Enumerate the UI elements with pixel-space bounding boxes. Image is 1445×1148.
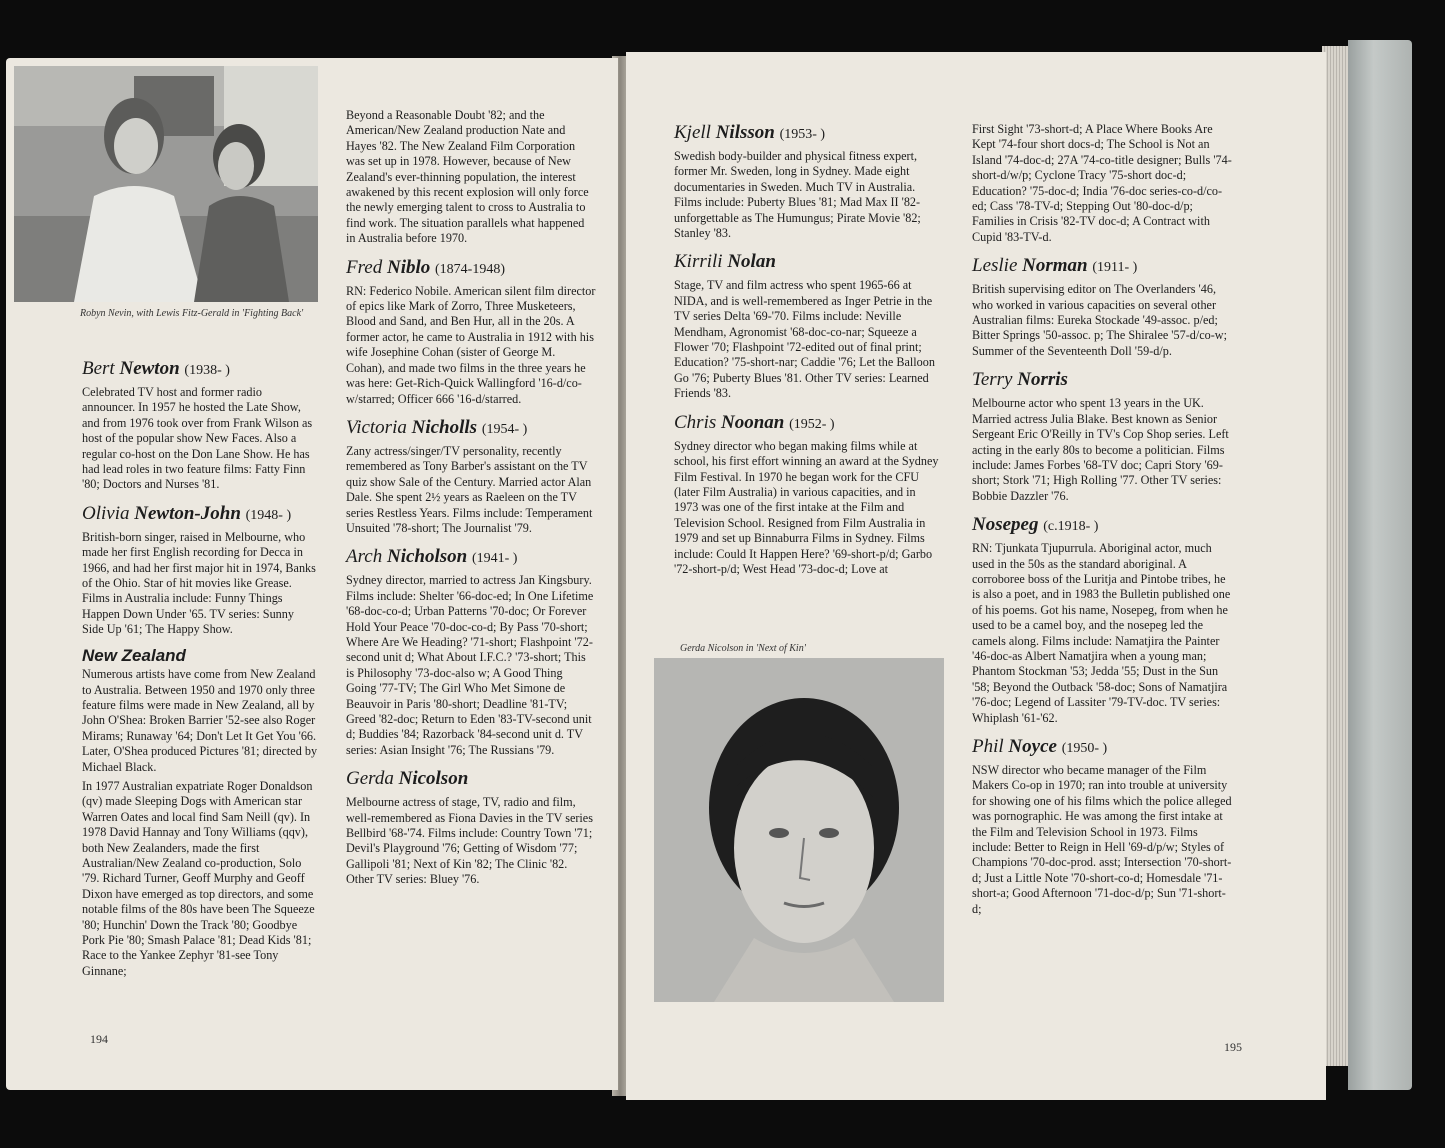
entry-text: Sydney director, married to actress Jan Kingsbury. Films include: Shelter '66-doc-ed; In One Lifetime '68-doc-co-d; Urban Patterns '70-doc; Or Forever Hold Your Peace '70-doc-co-d; By Pass '70-short; Where Are We Heading? '71-short; Flashpoint '72-second unit d; What About I.F.C.? '73-short; This is Philosophy '73-doc-also w; A Good Thing Going '77-TV; The Girl Who Met Simone de Beauvoir in Paris '80-short; Deadline '81-TV; Greed '82-doc; Return to Eden '83-TV-second unit d; Buddies '84; Razorback '84-second unit d. TV series: Asian Insight '76; The Russians '79. <box>346 573 594 757</box>
entry-olivia-newton-john <box>82 503 318 638</box>
surname: Nicholls <box>411 416 478 438</box>
dates: (1938- ) <box>184 363 230 378</box>
dates: (1874-1948) <box>435 261 506 277</box>
surname: Nicholson <box>386 546 468 568</box>
photo-caption: Gerda Nicolson in 'Next of Kin' <box>680 643 806 654</box>
given-name: Bert <box>82 358 115 379</box>
entry-heading <box>972 255 1232 279</box>
entry-phil-noyce <box>972 736 1232 917</box>
left-column-2 <box>346 108 596 892</box>
surname: Noyce <box>1008 736 1057 757</box>
entry-fred-niblo <box>346 257 596 407</box>
right-column-2 <box>972 122 1232 921</box>
given-name: Phil <box>972 736 1004 757</box>
entry-text: British-born singer, raised in Melbourne, who made her first English recording for Decca in 1966, and had her first major hit in 1974, Banks of the Ohio. Star of hit movies like Grease. Films in Australia include: Funny Things Happen Down Under '65. TV series: Sunny Side Up '61; The Happy Show. <box>82 529 316 637</box>
entry-text: Zany actress/singer/TV personality, recently remembered as Tony Barber's assistant on the TV quiz show Sale of the Century. Married actor Alan Dale. She spent 2½ years as Raeleen on the TV series Restless Years. Films include: Temperament Unsuited '78-short; The Journalist '79. <box>346 443 593 535</box>
given-name: Olivia <box>82 502 130 524</box>
surname: Nosepeg <box>972 514 1039 536</box>
given-name: Kjell <box>674 122 711 143</box>
given-name: Chris <box>674 411 717 433</box>
book-cover-edge <box>1348 40 1412 1090</box>
dates: (1948- ) <box>245 507 292 523</box>
entry-text: Swedish body-builder and physical fitness expert, former Mr. Sweden, long in Sydney. Made eight documentaries in Sweden. Much TV in Australia. Films include: Puberty Blues '81; Mad Max II '82-unforgettable as The Humungus; Pirate Movie '82; Stanley '83. <box>674 149 921 241</box>
surname: Nolan <box>727 251 776 273</box>
entry-heading <box>674 251 942 275</box>
entry-heading <box>972 514 1232 538</box>
portrait-illustration <box>654 658 944 1002</box>
entry-heading <box>346 546 596 570</box>
entry-victoria-nicholls <box>346 417 596 536</box>
entry-bert-newton <box>82 358 318 493</box>
section-heading: New Zealand <box>82 645 186 665</box>
entry-heading <box>82 358 318 382</box>
surname: Norris <box>1017 369 1068 391</box>
section-text: In 1977 Australian expatriate Roger Donaldson (qv) made Sleeping Dogs with American star Warren Oates and local find Sam Neill (qv). In 1978 David Hannay and Tony Williams (qqv), both New Zealanders, made the first Australian/New Zealand co-production, Solo '79. Richard Turner, Geoff Murphy and Geoff Dixon have emerged as top directors, and some notable films of the 80s have been The Squeeze '80; Hunchin' Down the Track '80; Goodbye Pork Pie '80; Smash Palace '81; Dead Kids '81; Race to the Yankee Zephyr '81-see Tony Ginnane; <box>82 778 315 978</box>
entry-heading <box>674 122 942 146</box>
dates: (1953- ) <box>779 127 826 142</box>
entry-text: Melbourne actor who spent 13 years in the UK. Married actress Julia Blake. Best known as Senior Sergeant Eric O'Reilly in TV's Cop Shop series. Left acting in the early 80s to become a politician. Films include: James Forbes '68-TV doc; Capri Story '69-short; Stork '71; High Rolling '77. Other TV series: Bobbie Dazzler '76. <box>972 396 1229 503</box>
given-name: Kirrili <box>674 251 723 273</box>
page-number: 195 <box>1224 1040 1242 1054</box>
entry-kjell-nilsson <box>674 122 942 241</box>
continuation-text: First Sight '73-short-d; A Place Where Books Are Kept '74-four short docs-d; The School is Not an Island '74-doc-d; 27A '74-co-title designer; Bulls '74-short-d/w/p; Cyclone Tracy '75-short doc-d; Education? '75-doc-d; India '76-doc series-co-d/co-ed; Cass '78-TV-d; Stepping Out '80-doc-d/p; Families in Crisis '82-TV doc-d; A Contract with Cupid '83-TV-d. <box>972 122 1232 244</box>
given-name: Arch <box>346 546 383 568</box>
entry-text: RN: Tjunkata Tjupurrula. Aboriginal actor, much used in the 50s as the standard aboriginal. A corroboree boss of the Luritja and Pintobe tribes, he is also a poet, and in 1983 the Bulletin published one of his poems. Got his name, Nosepeg, from when he used to be a camel boy, and the nosepeg led the camels along. Films include: Namatjira the Painter '46-doc-as Albert Namatjira when a young man; Phantom Stockman '53; Jedda '55; Dust in the Sun '58; Beyond the Outback '58-doc; Sons of Namatjira '76-doc; Legend of Lassiter '79-TV-doc. TV series: Whiplash '61-'62. <box>972 541 1231 725</box>
photo-caption: Robyn Nevin, with Lewis Fitz-Gerald in 'Fighting Back' <box>80 308 304 319</box>
entry-text: RN: Federico Nobile. American silent film director of epics like Mark of Zorro, Three Musketeers, Blood and Sand, and Ben Hur, all in the 20s. A former actor, he came to Australia in 1912 with his wife Josephine Cohan (sister of George M. Cohan), and made two films in the three years he was here: Get-Rich-Quick Wallingford '16-d/co-w/starred; Officer 666 '16-d/starred. <box>346 283 596 406</box>
page-number: 194 <box>90 1032 108 1046</box>
entry-heading <box>674 412 942 436</box>
entry-heading <box>972 736 1232 760</box>
entry-gerda-nicolson <box>346 768 596 887</box>
given-name: Victoria <box>346 416 407 438</box>
surname: Norman <box>1022 255 1088 277</box>
left-page <box>6 58 618 1090</box>
dates: (c.1918- ) <box>1043 519 1099 535</box>
entry-heading <box>346 417 596 441</box>
entry-text: NSW director who became manager of the Film Makers Co-op in 1970; ran into trouble at university for showing one of his films which the police alleged was pornographic. He was among the first intake at the Film and Television School in 1973. Films include: Better to Reign in Hell '69-d/p/w; Styles of Champions '70-doc-prod. asst; Intersection '70-short-d; Just a Little Note '70-short-co-d; Homesdale '71-short-a; Good Afternoon '71-doc-d/p; Sun '71-short-d; <box>972 763 1232 916</box>
dates: (1911- ) <box>1092 260 1138 276</box>
given-name: Gerda <box>346 768 394 790</box>
surname: Nilsson <box>715 122 775 143</box>
entry-text: Stage, TV and film actress who spent 1965-66 at NIDA, and is well-remembered as Inger Petrie in the TV series Delta '69-'70. Films include: Neville Mendham, Agronomist '68-doc-co-nar; Squeeze a Flower '70; Flashpoint '72-edited out of final print; Education? '75-short-nar; Caddie '76; Let the Balloon Go '76; Puberty Blues '81. Other TV series: Learned Friends '83. <box>674 278 935 401</box>
entry-heading <box>972 369 1232 393</box>
surname: Newton-John <box>134 502 241 524</box>
entry-arch-nicholson <box>346 546 596 758</box>
surname: Niblo <box>386 256 431 278</box>
section-new-zealand <box>82 645 318 980</box>
entry-text: Celebrated TV host and former radio announcer. In 1957 he hosted the Late Show, and from 1976 took over from Frank Wilson as host of the popular show New Faces. Also a regular co-host on the Don Lane Show. He has had lead roles in two feature films: Fatty Finn '80; Doctors and Nurses '81. <box>82 385 313 492</box>
entry-text: Melbourne actress of stage, TV, radio and film, well-remembered as Fiona Davies in the TV series Bellbird '68-'74. Films include: Country Town '71; Devil's Playground '76; Getting of Wisdom '77; Gallipoli '81; Next of Kin '82; The Clinic '82. Other TV series: Bluey '76. <box>346 795 593 887</box>
photo-illustration <box>14 66 318 302</box>
right-page <box>626 52 1326 1100</box>
entry-chris-noonan <box>674 412 942 578</box>
dates: (1952- ) <box>789 416 835 432</box>
entry-nosepeg <box>972 514 1232 726</box>
left-column-1 <box>82 348 318 983</box>
given-name: Fred <box>346 256 383 278</box>
entry-terry-norris <box>972 369 1232 504</box>
surname: Nicolson <box>398 768 469 790</box>
continuation-text: Beyond a Reasonable Doubt '82; and the American/New Zealand production Nate and Hayes '82. The New Zealand Film Corporation was set up in 1978. However, because of New Zealand's ever-thinning population, the interest awakened by this recent explosion will only force the newly emerging talent to cross to Australia to find work. The situation parallels what happened in Australia before 1970. <box>346 108 589 246</box>
section-text: Numerous artists have come from New Zealand to Australia. Between 1950 and 1970 only three feature films were made in New Zealand, all by John O'Shea: Broken Barrier '52-see also Roger Mirams; Runaway '64; Don't Let It Get You '66. Later, O'Shea produced Pictures '81; directed by Michael Black. <box>82 667 318 774</box>
entry-heading <box>346 768 596 792</box>
entry-heading <box>82 503 318 527</box>
entry-heading <box>346 257 596 281</box>
photo-robyn-nevin <box>14 66 318 302</box>
photo-gerda-nicolson <box>654 658 944 1002</box>
dates: (1954- ) <box>481 421 528 437</box>
entry-leslie-norman <box>972 255 1232 359</box>
dates: (1950- ) <box>1061 741 1108 756</box>
surname: Noonan <box>721 411 785 433</box>
entry-text: Sydney director who began making films while at school, his first effort winning an award at the Sydney Film Festival. In 1970 he began work for the CFU (later Film Australia) in various capacities, and in 1973 was one of the first intake at the Film and Television School. Resigned from Film Australia in 1979 and set up Binnaburra Films in Sydney. Films include: Could It Happen Here? '69-short-p/d; Garbo '72-short-p/d; West Head '73-doc-d; Love at <box>674 438 939 576</box>
entry-text: British supervising editor on The Overlanders '46, who worked in various capacities on several other Australian films: Eureka Stockade '49-assoc. p/ed; Bitter Springs '50-assoc. p; The Shiralee '57-d/co-w; Summer of the Seventeenth Doll '59-d/p. <box>972 282 1227 358</box>
given-name: Leslie <box>972 255 1018 277</box>
given-name: Terry <box>972 369 1013 391</box>
dates: (1941- ) <box>471 551 518 567</box>
entry-kirrili-nolan <box>674 251 942 401</box>
surname: Newton <box>119 358 180 379</box>
right-column-1 <box>674 112 942 581</box>
